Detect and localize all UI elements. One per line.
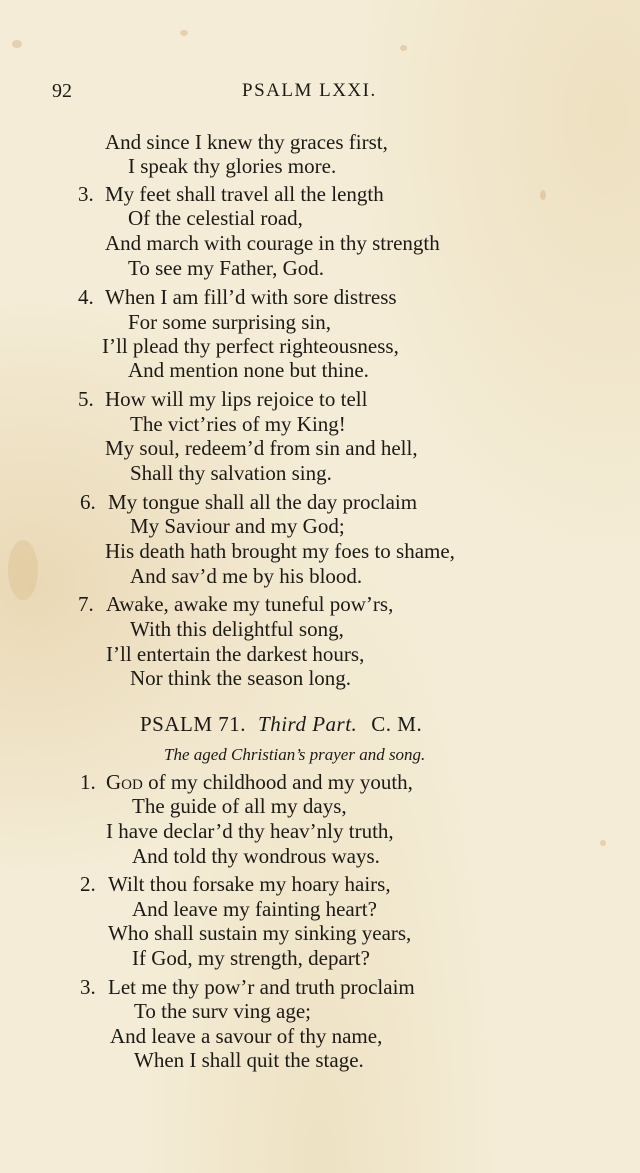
verse-line: To the surv ving age; (134, 999, 311, 1023)
verse-line: His death hath brought my foes to shame, (105, 539, 455, 563)
verse-line: My feet shall travel all the length (105, 182, 384, 206)
page-header (0, 80, 640, 110)
stanza-number: 1. (80, 770, 96, 794)
verse-line: I speak thy glories more. (128, 154, 337, 178)
part-label: Third Part. (258, 712, 358, 736)
stanza-number: 5. (78, 387, 94, 411)
verse-line: My soul, redeem’d from sin and hell, (105, 436, 418, 460)
verse-line: The vict’ries of my King! (130, 412, 346, 436)
verse-line: I’ll plead thy perfect righteousness, (102, 334, 399, 358)
verse-line: Awake, awake my tuneful pow’rs, (106, 592, 394, 616)
verse-line: I’ll entertain the darkest hours, (106, 642, 365, 666)
verse-line (106, 770, 413, 794)
verse-line: And leave my fainting heart? (132, 897, 377, 921)
verse-line: My Saviour and my God; (130, 514, 345, 538)
foxing-spot (12, 40, 22, 48)
verse-line: If God, my strength, depart? (132, 946, 370, 970)
stanza-number: 2. (80, 872, 96, 896)
stanza-number: 4. (78, 285, 94, 309)
verse-line: When I am fill’d with sore distress (105, 285, 397, 309)
verse-line: And leave a savour of thy name, (110, 1024, 383, 1048)
verse-line: To see my Father, God. (128, 256, 324, 280)
verse-line: And since I knew thy graces first, (105, 130, 388, 154)
verse-line: Who shall sustain my sinking years, (108, 921, 412, 945)
stanza-number: 3. (80, 975, 96, 999)
stanza-number: 3. (78, 182, 94, 206)
stanza-number: 7. (78, 592, 94, 616)
verse-line: For some surprising sin, (128, 310, 332, 334)
verse-line: How will my lips rejoice to tell (105, 387, 368, 411)
section-heading (140, 712, 422, 737)
verse-line: When I shall quit the stage. (134, 1048, 364, 1072)
verse-line: My tongue shall all the day proclaim (108, 490, 418, 514)
verse-line: With this delightful song, (130, 617, 344, 641)
first-word: God (106, 770, 143, 794)
foxing-spot (600, 840, 606, 846)
verse-line: Let me thy pow’r and truth proclaim (108, 975, 415, 999)
stanza-number: 6. (80, 490, 96, 514)
meter-label: C. M. (371, 712, 423, 736)
verse-line: The guide of all my days, (132, 794, 347, 818)
psalm-title: PSALM 71. (140, 712, 247, 736)
foxing-spot (8, 540, 38, 600)
verse-line: Shall thy salvation sing. (130, 461, 332, 485)
verse-line: And told thy wondrous ways. (132, 844, 380, 868)
verse-line: Nor think the season long. (130, 666, 352, 690)
foxing-spot (180, 30, 188, 36)
verse-line: Wilt thou forsake my hoary hairs, (108, 872, 391, 896)
verse-text: of my childhood and my youth, (142, 770, 413, 794)
foxing-spot (540, 190, 546, 200)
verse-line: And mention none but thine. (128, 358, 369, 382)
verse-line: I have declar’d thy heav’nly truth, (106, 819, 394, 843)
page-number: 92 (52, 80, 72, 102)
running-title: PSALM LXXI. (242, 80, 377, 101)
foxing-spot (400, 45, 407, 51)
verse-line: And sav’d me by his blood. (130, 564, 363, 588)
verse-line: And march with courage in thy strength (105, 231, 440, 255)
section-subtitle: The aged Christian’s prayer and song. (164, 745, 426, 764)
verse-line: Of the celestial road, (128, 206, 303, 230)
